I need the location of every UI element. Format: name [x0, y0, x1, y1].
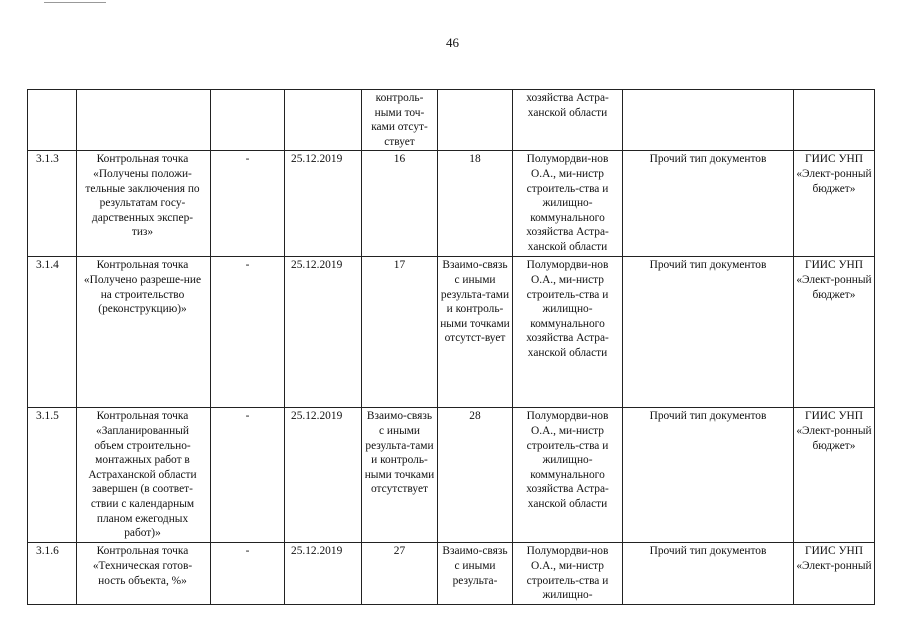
cell-stage: Контрольная точка «Получено разреше-ние на строительство (реконструкцию)» — [77, 257, 211, 408]
cell-successor: 28 — [438, 408, 513, 543]
cell-responsible: Полумордви-нов О.А., ми-нистр строитель-ства и жилищно-коммунального хозяйства Астра-ханской области — [513, 151, 623, 257]
cell-information-system: ГИИС УНП «Элект-ронный бюджет» — [794, 408, 875, 543]
cell-successor: Взаимо-связь с иными результа-тами и контроль-ными точками отсутст-вует — [438, 257, 513, 408]
cell-end-date: 25.12.2019 — [285, 151, 362, 257]
cell-responsible: хозяйства Астра-ханской области — [513, 90, 623, 151]
cell-document-type: Прочий тип документов — [623, 151, 794, 257]
cell-predecessor: Взаимо-связь с иными результа-тами и контроль-ными точками отсутствует — [362, 408, 438, 543]
cell-end-date — [285, 90, 362, 151]
cell-stage: Контрольная точка «Запланированный объем строительно-монтажных работ в Астраханской области завершен (в соответ-ствии с календарным планом ежегодных работ)» — [77, 408, 211, 543]
cell-number: 3.1.3 — [28, 151, 77, 257]
cell-predecessor: 16 — [362, 151, 438, 257]
cell-stage: Контрольная точка «Техническая готов-ность объекта, %» — [77, 543, 211, 604]
cell-start-date: - — [211, 408, 285, 543]
cell-start-date: - — [211, 257, 285, 408]
cell-information-system: ГИИС УНП «Элект-ронный бюджет» — [794, 151, 875, 257]
cell-start-date: - — [211, 151, 285, 257]
cell-information-system — [794, 90, 875, 151]
cell-successor — [438, 90, 513, 151]
cell-number: 3.1.5 — [28, 408, 77, 543]
cell-start-date — [211, 90, 285, 151]
cell-stage: Контрольная точка «Получены положи-тельные заключения по результатам госу-дарственных экспер-тиз» — [77, 151, 211, 257]
table-row-3-1-3 — [28, 151, 875, 257]
cell-predecessor: контроль-ными точ-ками отсут-ствует — [362, 90, 438, 151]
cell-number — [28, 90, 77, 151]
cell-responsible: Полумордви-нов О.А., ми-нистр строитель-ства и жилищно- — [513, 543, 623, 604]
cell-end-date: 25.12.2019 — [285, 257, 362, 408]
cell-number: 3.1.4 — [28, 257, 77, 408]
control-points-table — [27, 89, 875, 605]
table-row-continuation — [28, 90, 875, 151]
cell-end-date: 25.12.2019 — [285, 543, 362, 604]
cell-responsible: Полумордви-нов О.А., ми-нистр строитель-ства и жилищно-коммунального хозяйства Астра-ханской области — [513, 408, 623, 543]
table-row-3-1-4 — [28, 257, 875, 408]
cell-number: 3.1.6 — [28, 543, 77, 604]
cell-start-date: - — [211, 543, 285, 604]
cell-predecessor: 17 — [362, 257, 438, 408]
cell-information-system: ГИИС УНП «Элект-ронный бюджет» — [794, 257, 875, 408]
cell-predecessor: 27 — [362, 543, 438, 604]
cell-document-type — [623, 90, 794, 151]
top-rule — [44, 2, 106, 3]
cell-successor: 18 — [438, 151, 513, 257]
cell-information-system: ГИИС УНП «Элект-ронный — [794, 543, 875, 604]
cell-end-date: 25.12.2019 — [285, 408, 362, 543]
cell-successor: Взаимо-связь с иными результа- — [438, 543, 513, 604]
table-row-3-1-5 — [28, 408, 875, 543]
page-number: 46 — [446, 35, 459, 50]
cell-responsible: Полумордви-нов О.А., ми-нистр строитель-ства и жилищно-коммунального хозяйства Астра-ханской области — [513, 257, 623, 408]
cell-document-type: Прочий тип документов — [623, 408, 794, 543]
cell-document-type: Прочий тип документов — [623, 543, 794, 604]
table-row-3-1-6 — [28, 543, 875, 604]
cell-document-type: Прочий тип документов — [623, 257, 794, 408]
cell-stage — [77, 90, 211, 151]
